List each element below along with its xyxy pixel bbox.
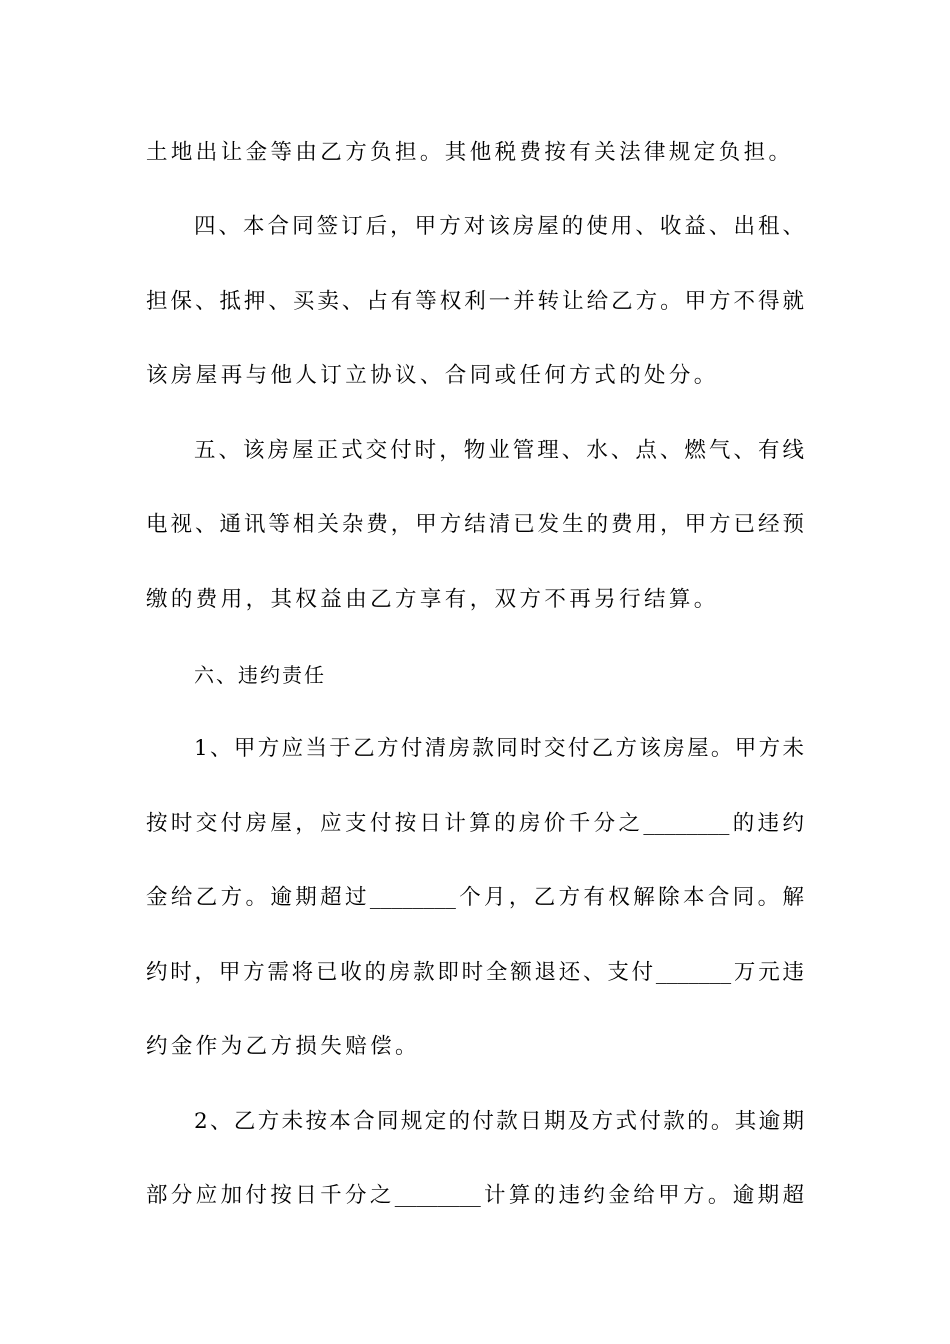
- paragraph-line: 2、乙方未按本合同规定的付款日期及方式付款的。其逾期: [194, 1109, 804, 1134]
- paragraph-line: 四、本合同签订后，甲方对该房屋的使用、收益、出租、: [194, 214, 804, 239]
- paragraph-line: 约时，甲方需将已收的房款即时全额退还、支付_______万元违: [146, 960, 804, 985]
- paragraph-line: 金给乙方。逾期超过________个月，乙方有权解除本合同。解: [146, 885, 804, 910]
- paragraph-line: 缴的费用，其权益由乙方享有，双方不再另行结算。: [146, 587, 719, 612]
- paragraph-line: 土地出让金等由乙方负担。其他税费按有关法律规定负担。: [146, 140, 794, 165]
- paragraph-line: 约金作为乙方损失赔偿。: [146, 1034, 420, 1059]
- paragraph-line: 五、该房屋正式交付时，物业管理、水、点、燃气、有线: [194, 438, 804, 463]
- paragraph-line: 部分应加付按日千分之________计算的违约金给甲方。逾期超: [146, 1183, 804, 1208]
- paragraph-line: 担保、抵押、买卖、占有等权利一并转让给乙方。甲方不得就: [146, 289, 804, 314]
- section-heading: 六、违约责任: [194, 663, 326, 687]
- paragraph-line: 1、甲方应当于乙方付清房款同时交付乙方该房屋。甲方未: [194, 736, 804, 761]
- paragraph-line: 电视、通讯等相关杂费，甲方结清已发生的费用，甲方已经预: [146, 512, 804, 537]
- paragraph-line: 该房屋再与他人订立协议、合同或任何方式的处分。: [146, 363, 719, 388]
- paragraph-line: 按时交付房屋，应支付按日计算的房价千分之________的违约: [146, 811, 804, 836]
